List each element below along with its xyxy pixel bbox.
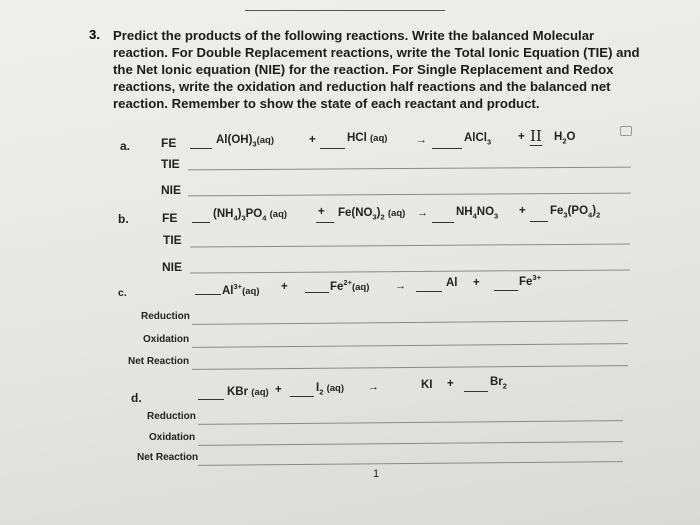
part-d-reactant1: KBr (aq) (227, 386, 269, 398)
part-d-reduction-line (198, 420, 623, 425)
part-d-arrow: → (368, 381, 379, 393)
part-d-oxidation-label: Oxidation (149, 432, 196, 443)
part-c-plus1: + (281, 281, 288, 293)
part-a-nie-label: NIE (161, 183, 182, 197)
part-a-handwritten-coef: II (530, 127, 542, 145)
part-a-product1-blank (432, 148, 462, 149)
part-c-net-line (192, 365, 628, 370)
part-b-reactant2: $Fe(NO_3)_2$ (aq) (338, 207, 406, 222)
part-d-product1: KI (421, 379, 433, 391)
part-c-reactant1: $Al^{3+}(aq)$ (222, 282, 260, 297)
part-c-product1: Al (446, 277, 458, 289)
part-a-reactant2-blank (320, 148, 345, 149)
part-c-letter: c. (118, 287, 127, 299)
part-c-reduction-label: Reduction (141, 311, 190, 322)
question-number: 3. (89, 27, 100, 42)
part-b-reactant1: $(NH_4)_3PO_4$ (aq) (213, 208, 288, 223)
part-d-plus1: + (275, 384, 282, 396)
part-c-net-label: Net Reaction (128, 356, 190, 367)
part-c-reactant2: $Fe^{2+}(aq)$ (330, 278, 370, 293)
part-c-reactant2-blank (305, 292, 329, 293)
part-c-product1-blank (416, 291, 442, 292)
part-d-reactant1-blank (198, 399, 224, 400)
part-b-fe-label: FE (162, 211, 178, 225)
part-d-oxidation-line (198, 441, 623, 446)
part-c-arrow: → (395, 280, 406, 292)
part-d-product2: $Br_2$ (490, 376, 507, 391)
part-a-reactant2: HCl (aq) (347, 132, 388, 144)
part-c-plus2: + (473, 277, 480, 289)
part-b-reactant2-blank (316, 222, 334, 223)
part-d-product2-blank (464, 391, 488, 392)
part-b-arrow: → (417, 207, 428, 219)
part-d-reduction-label: Reduction (147, 411, 196, 422)
part-b-plus1: + (318, 206, 325, 218)
part-b-nie-line (190, 269, 630, 273)
part-b-product2: $Fe_3(PO_4)_2$ (550, 205, 601, 220)
comment-icon (620, 126, 632, 136)
part-b-letter: b. (118, 212, 129, 226)
part-b-nie-label: NIE (162, 260, 183, 274)
top-rule (245, 10, 445, 11)
part-b-product1: $NH_4NO_3$ (456, 206, 499, 221)
part-b-product2-blank (530, 221, 548, 222)
question-instructions: Predict the products of the following reactions. Write the balanced Molecular reaction. For Double Replacement reactions, write the Total Ionic Equation (TIE) and the Net Ionic equation (NIE) for the reaction. For Single Replacement and Redox reactions, write the oxidation and reduction half reactions and the balanced net reaction. Remember to show the state of each reactant and product. (113, 28, 640, 111)
part-a-tie-label: TIE (161, 157, 180, 171)
part-d-net-line (198, 461, 623, 466)
part-b-tie-label: TIE (163, 233, 182, 247)
part-a-fe-label: FE (161, 136, 177, 150)
part-d-net-label: Net Reaction (137, 452, 199, 463)
page-number: 1 (373, 468, 380, 480)
part-a-product1: AlCl$_3$ (464, 132, 492, 147)
part-c-reduction-line (192, 320, 628, 325)
part-b-product1-blank (432, 222, 454, 223)
part-d-reactant2-blank (290, 396, 314, 397)
part-c-oxidation-line (192, 343, 628, 348)
part-a-arrow: → (416, 134, 427, 146)
part-c-oxidation-label: Oxidation (143, 334, 190, 345)
part-a-plus2: + (518, 131, 525, 143)
part-a-letter: a. (120, 139, 131, 153)
part-b-fe-blank (192, 222, 210, 223)
part-a-reactant1: $Al(OH)_3(aq)$ (216, 134, 275, 149)
part-c-product2: $Fe^{3+}$ (519, 273, 541, 288)
part-a-plus1: + (309, 134, 316, 146)
part-b-tie-line (190, 243, 630, 247)
part-a-product2: $H_2O$ (554, 131, 576, 146)
part-a-fe-blank (190, 148, 212, 149)
part-b-plus2: + (519, 205, 526, 217)
part-a-nie-line (188, 193, 631, 197)
part-d-plus2: + (447, 378, 454, 390)
part-d-reactant2: $I_2$ (aq) (316, 382, 344, 397)
part-d-letter: d. (131, 391, 142, 405)
part-a-tie-line (188, 167, 631, 171)
part-c-reactant1-blank (195, 294, 221, 295)
part-c-product2-blank (494, 290, 518, 291)
